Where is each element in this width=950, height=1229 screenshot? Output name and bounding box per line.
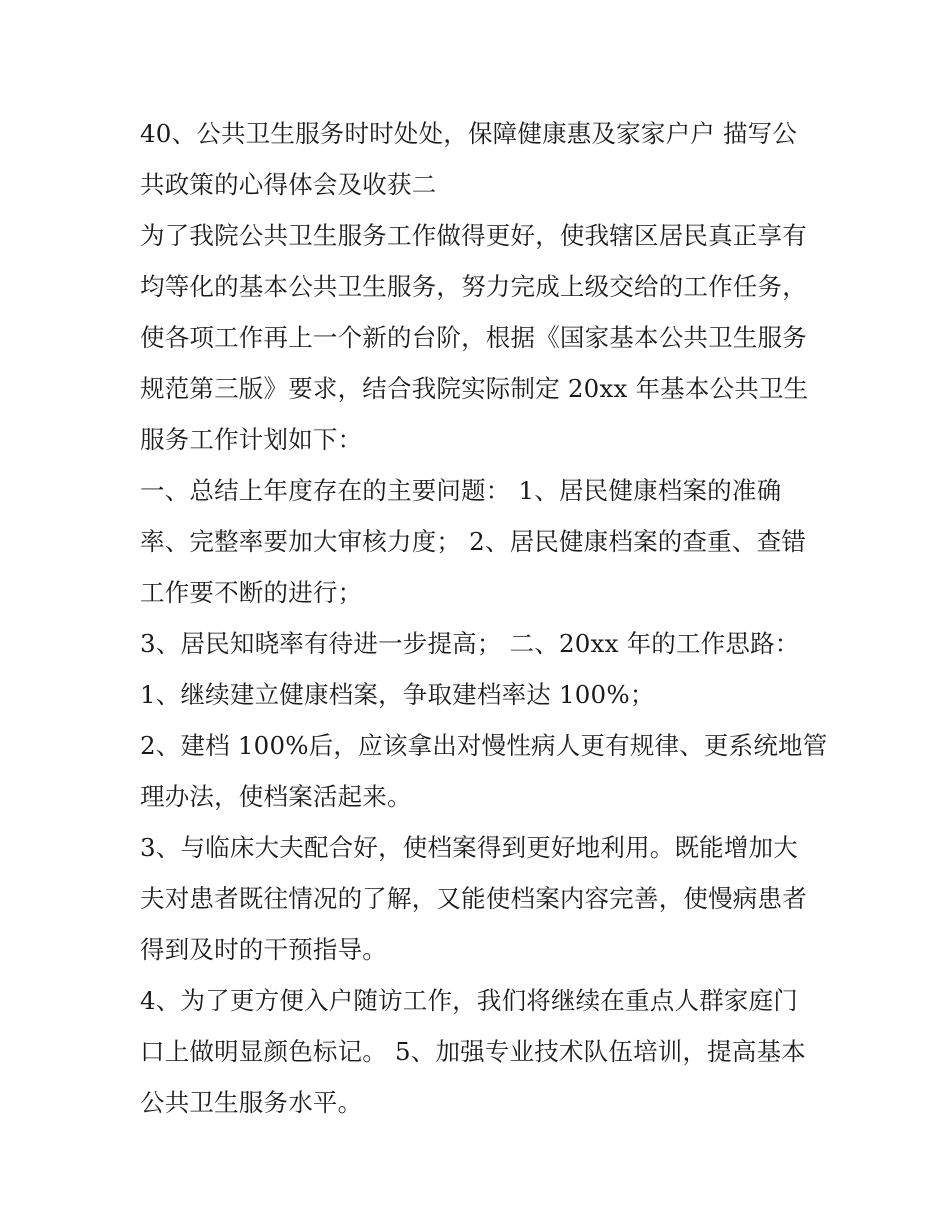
text-line-20: 公共卫生服务水平。 bbox=[140, 1088, 363, 1117]
text-line-7: 服务工作计划如下： bbox=[140, 425, 363, 454]
text-line-11: 3、居民知晓率有待进一步提高； 二、20xx 年的工作思路： bbox=[140, 629, 800, 658]
text-line-8: 一、总结上年度存在的主要问题： 1、居民健康档案的准确 bbox=[140, 476, 782, 505]
text-line-18: 4、为了更方便入户随访工作，我们将继续在重点人群家庭门 bbox=[140, 986, 798, 1015]
text-line-5: 使各项工作再上一个新的台阶，根据《国家基本公共卫生服务 bbox=[140, 323, 807, 352]
text-line-14: 理办法，使档案活起来。 bbox=[140, 782, 412, 811]
text-line-10: 工作要不断的进行； bbox=[140, 578, 363, 607]
text-line-13: 2、建档 100%后，应该拿出对慢性病人更有规律、更系统地管 bbox=[140, 731, 828, 760]
text-line-2: 共政策的心得体会及收获二 bbox=[140, 170, 437, 199]
text-line-6: 规范第三版》要求，结合我院实际制定 20xx 年基本公共卫生 bbox=[140, 374, 809, 403]
text-line-12: 1、继续建立健康档案，争取建档率达 100%； bbox=[140, 680, 655, 709]
text-line-19: 口上做明显颜色标记。 5、加强专业技术队伍培训，提高基本 bbox=[140, 1037, 806, 1066]
text-line-9: 率、完整率要加大审核力度； 2、居民健康档案的查重、查错 bbox=[140, 527, 806, 556]
text-line-15: 3、与临床大夫配合好，使档案得到更好地利用。既能增加大 bbox=[140, 833, 798, 862]
text-line-16: 夫对患者既往情况的了解，又能使档案内容完善，使慢病患者 bbox=[140, 884, 807, 913]
text-line-3: 为了我院公共卫生服务工作做得更好，使我辖区居民真正享有 bbox=[140, 221, 807, 250]
text-line-17: 得到及时的干预指导。 bbox=[140, 935, 387, 964]
text-line-4: 均等化的基本公共卫生服务，努力完成上级交给的工作任务， bbox=[140, 272, 807, 301]
document-body bbox=[140, 108, 828, 1128]
text-line-1: 40、公共卫生服务时时处处，保障健康惠及家家户户 描写公 bbox=[140, 119, 798, 148]
